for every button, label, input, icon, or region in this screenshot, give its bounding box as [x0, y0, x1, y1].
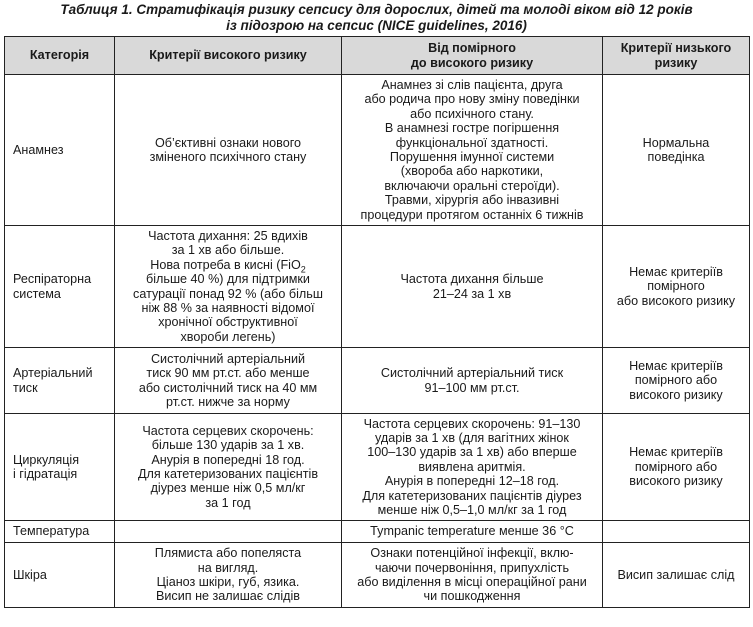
cell-low-risk [603, 521, 750, 543]
cell-category: Температура [5, 521, 115, 543]
cell-high-risk: Систолічний артеріальний тиск 90 мм рт.ст. або менше або систолічний тиск на 40 мм рт.ст. нижче за норму [115, 348, 342, 414]
header-low-risk: Критерії низького ризику [603, 37, 750, 75]
cell-low-risk: Висип залишає слід [603, 543, 750, 608]
table-row-skin [5, 543, 750, 608]
cell-low-risk: Немає критеріїв помірного або високого ризику [603, 226, 750, 348]
cell-low-risk: Немає критеріїв помірного або високого ризику [603, 348, 750, 414]
cell-moderate-risk: Частота серцевих скорочень: 91–130 ударів за 1 хв (для вагітних жінок 100–130 ударів за 1 хв) або вперше виявлена аритмія. Анурія в попередні 12–18 год. Для катетеризованих пацієнтів діурез менше ніж 0,5–1,0 мл/кг за 1 год [342, 414, 603, 521]
cell-high-risk: Частота серцевих скорочень: більше 130 ударів за 1 хв. Анурія в попередні 18 год. Для катетеризованих пацієнтів діурез менше ніж 0,5 мл/кг за 1 год [115, 414, 342, 521]
cell-low-risk: Немає критеріїв помірного або високого ризику [603, 414, 750, 521]
cell-high-risk: Плямиста або попеляста на вигляд. Ціаноз шкіри, губ, язика. Висип не залишає слідів [115, 543, 342, 608]
cell-high-risk: Частота дихання: 25 вдихів за 1 хв або більше. Нова потреба в кисні (FiO$_2$ більше 40 %) для підтримки сатурації понад 92 % (або більш ніж 88 % за наявності відомої хронічної обструктивної хвороби легень) [115, 226, 342, 348]
cell-category: Артеріальний тиск [5, 348, 115, 414]
cell-high-risk: Об’єктивні ознаки нового зміненого психічного стану [115, 75, 342, 226]
caption-line-1: Таблиця 1. Стратифікація ризику сепсису для дорослих, дітей та молоді віком від 12 років [60, 2, 693, 17]
table-row-anamnesis [5, 75, 750, 226]
cell-moderate-risk: Анамнез зі слів пацієнта, друга або родича про нову зміну поведінки або психічного стану. В анамнезі гостре погіршення функціональної здатності. Порушення імунної системи (хвороба або наркотики, включаючи оральні стероїди). Травми, хірургія або інвазивні процедури протягом останніх 6 тижнів [342, 75, 603, 226]
header-category: Категорія [5, 37, 115, 75]
table-header-row [5, 37, 750, 75]
cell-category: Шкіра [5, 543, 115, 608]
cell-moderate-risk: Частота дихання більше 21–24 за 1 хв [342, 226, 603, 348]
cell-category: Респіраторна система [5, 226, 115, 348]
table-row-respiratory [5, 226, 750, 348]
table-row-temperature [5, 521, 750, 543]
cell-moderate-risk: Ознаки потенційної інфекції, вклю- чаючи почервоніння, припухлість або виділення в місці операційної рани чи пошкодження [342, 543, 603, 608]
header-high-risk: Критерії високого ризику [115, 37, 342, 75]
cell-high-risk [115, 521, 342, 543]
cell-low-risk: Нормальна поведінка [603, 75, 750, 226]
cell-moderate-risk: Систолічний артеріальний тиск 91–100 мм рт.ст. [342, 348, 603, 414]
cell-category: Циркуляція і гідратація [5, 414, 115, 521]
table-row-arterial-pressure [5, 348, 750, 414]
caption-line-2: із підозрою на сепсис (NICE guidelines, 2016) [226, 18, 527, 33]
cell-moderate-risk: Tympanic temperature менше 36 °С [342, 521, 603, 543]
table-caption [0, 0, 753, 36]
table-row-circulation [5, 414, 750, 521]
cell-category: Анамнез [5, 75, 115, 226]
risk-stratification-table [4, 36, 750, 608]
header-moderate-risk: Від помірного до високого ризику [342, 37, 603, 75]
